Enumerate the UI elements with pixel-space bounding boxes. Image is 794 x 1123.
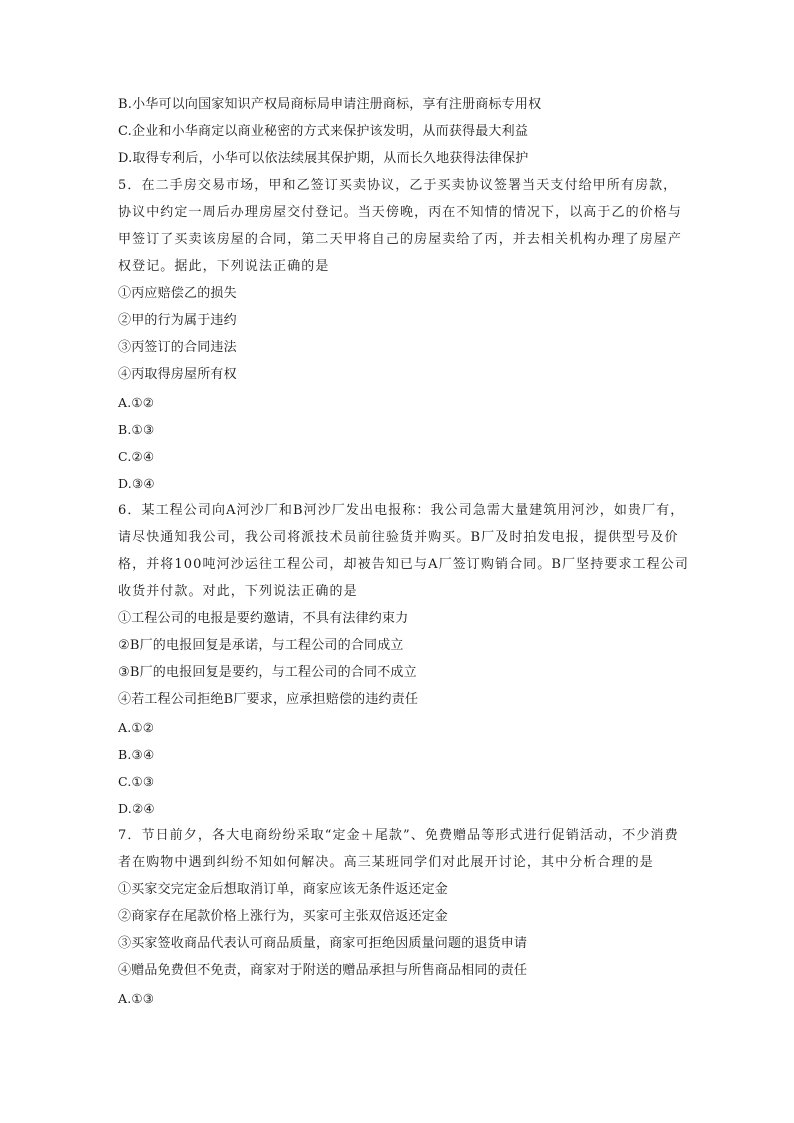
q6-stem-line-2: 请尽快通知我公司，我公司将派技术员前往验货并购买。B厂及时拍发电报，提供型号及价 xyxy=(118,530,679,545)
q6-statement-2: ②B厂的电报回复是承诺，与工程公司的合同成立 xyxy=(118,638,404,653)
q5-statement-3: ③丙签订的合同违法 xyxy=(118,340,237,355)
q5-statement-2: ②甲的行为属于违约 xyxy=(118,313,237,328)
q5-option-c: C.②④ xyxy=(118,449,155,464)
q5-option-b: B.①③ xyxy=(118,422,155,437)
q6-statement-3: ③B厂的电报回复是要约，与工程公司的合同不成立 xyxy=(118,665,417,680)
q7-statement-1: ①买家交完定金后想取消订单，商家应该无条件返还定金 xyxy=(118,882,449,897)
q7-stem-line-2: 者在购物中遇到纠纷不知如何解决。高三某班同学们对此展开讨论，其中分析合理的是 xyxy=(118,855,654,870)
q5-stem-line-4: 权登记。据此，下列说法正确的是 xyxy=(118,259,330,274)
q6-option-c: C.①③ xyxy=(118,774,155,789)
q4-option-b: B.小华可以向国家知识产权局商标局申请注册商标，享有注册商标专用权 xyxy=(118,97,542,112)
q6-stem-line-4: 收货并付款。对此，下列说法正确的是 xyxy=(118,584,358,599)
q6-option-b: B.③④ xyxy=(118,747,155,762)
q5-statement-4: ④丙取得房屋所有权 xyxy=(118,367,237,382)
q7-statement-3: ③买家签收商品代表认可商品质量，商家可拒绝因质量问题的退货申请 xyxy=(118,936,528,951)
q5-stem-line-3: 甲签订了买卖该房屋的合同，第二天甲将自己的房屋卖给了丙，并去相关机构办理了房屋产 xyxy=(118,232,683,247)
q7-statement-2: ②商家存在尾款价格上涨行为，买家可主张双倍返还定金 xyxy=(118,909,449,924)
q7-stem-line-1: 7．节日前夕，各大电商纷纷采取“定金＋尾款”、免费赠品等形式进行促销活动，不少消费 xyxy=(118,828,679,843)
q4-option-d: D.取得专利后，小华可以依法续展其保护期，从而长久地获得法律保护 xyxy=(118,151,529,166)
q6-stem-line-1: 6．某工程公司向A河沙厂和B河沙厂发出电报称：我公司急需大量建筑用河沙，如贵厂有， xyxy=(118,503,685,518)
q5-statement-1: ①丙应赔偿乙的损失 xyxy=(118,286,237,301)
q6-option-a: A.①② xyxy=(118,720,155,735)
q5-option-a: A.①② xyxy=(118,395,155,410)
q7-statement-4: ④赠品免费但不免责，商家对于附送的赠品承担与所售商品相同的责任 xyxy=(118,963,528,978)
q7-option-a: A.①③ xyxy=(118,991,155,1006)
q6-stem-line-3: 格，并将100吨河沙运往工程公司，却被告知已与A厂签订购销合同。B厂坚持要求工程公司 xyxy=(118,557,689,572)
q6-statement-1: ①工程公司的电报是要约邀请，不具有法律约束力 xyxy=(118,611,409,626)
q6-statement-4: ④若工程公司拒绝B厂要求，应承担赔偿的违约责任 xyxy=(118,692,419,707)
q5-option-d: D.③④ xyxy=(118,476,155,491)
q4-option-c: C.企业和小华商定以商业秘密的方式来保护该发明，从而获得最大利益 xyxy=(118,124,529,139)
q5-stem-line-1: 5．在二手房交易市场，甲和乙签订买卖协议，乙于买卖协议签署当天支付给甲所有房款， xyxy=(118,178,678,193)
q5-stem-line-2: 协议中约定一周后办理房屋交付登记。当天傍晚，丙在不知情的情况下，以高于乙的价格与 xyxy=(118,205,683,220)
q6-option-d: D.②④ xyxy=(118,801,155,816)
